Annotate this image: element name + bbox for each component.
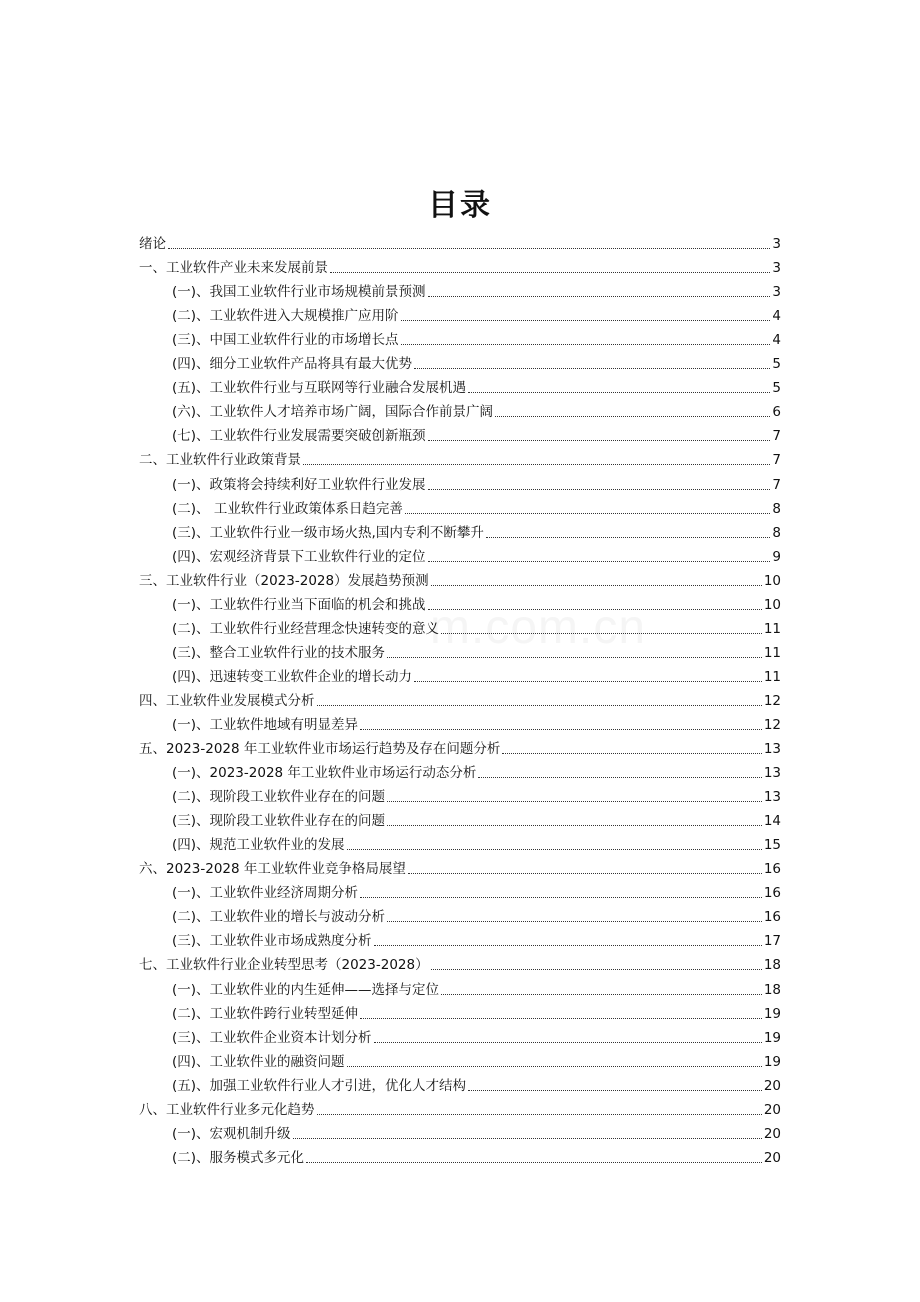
toc-dot-leader: [360, 1018, 762, 1019]
toc-dot-leader: [428, 609, 762, 610]
toc-entry-label: 四、工业软件业发展模式分析: [139, 692, 315, 709]
toc-entry-label: (四)、宏观经济背景下工业软件行业的定位: [172, 548, 426, 565]
toc-page-number: 7: [772, 452, 781, 469]
toc-entry[interactable]: [139, 903, 781, 927]
toc-page-number: 3: [772, 284, 781, 301]
toc-entry-label: 二、工业软件行业政策背景: [139, 452, 301, 469]
toc-dot-leader: [428, 296, 771, 297]
toc-dot-leader: [374, 1042, 762, 1043]
toc-entry[interactable]: [139, 1048, 781, 1072]
toc-dot-leader: [441, 994, 762, 995]
toc-dot-leader: [478, 777, 761, 778]
toc-entry-label: (四)、细分工业软件产品将具有最大优势: [172, 356, 413, 373]
toc-page-number: 19: [763, 1005, 781, 1022]
toc-entry-label: (一)、2023-2028 年工业软件业市场运行动态分析: [172, 765, 477, 782]
toc-dot-leader: [317, 705, 762, 706]
toc-page-number: 11: [763, 668, 781, 685]
toc-page-number: 3: [772, 236, 781, 253]
toc-entry[interactable]: [139, 374, 781, 398]
toc-entry-label: (四)、工业软件业的融资问题: [172, 1053, 345, 1070]
toc-dot-leader: [468, 392, 770, 393]
toc-entry-label: (七)、工业软件行业发展需要突破创新瓶颈: [172, 428, 426, 445]
toc-dot-leader: [347, 1066, 762, 1067]
toc-dot-leader: [360, 897, 762, 898]
toc-entry[interactable]: [139, 1120, 781, 1144]
toc-entry-label: (二)、 工业软件行业政策体系日趋完善: [172, 500, 403, 517]
toc-entry[interactable]: [139, 254, 781, 278]
toc-page-number: 8: [772, 500, 781, 517]
toc-entry[interactable]: [139, 470, 781, 494]
toc-entry[interactable]: [139, 591, 781, 615]
toc-entry[interactable]: [139, 975, 781, 999]
toc-entry-label: 七、工业软件行业企业转型思考（2023-2028）: [139, 957, 429, 974]
watermark: m.com.cn: [430, 601, 647, 654]
toc-entry[interactable]: [139, 302, 781, 326]
toc-entry[interactable]: [139, 639, 781, 663]
toc-dot-leader: [303, 464, 770, 465]
toc-dot-leader: [414, 368, 770, 369]
toc-page-number: 18: [763, 957, 781, 974]
toc-page-number: 20: [763, 1077, 781, 1094]
toc-title: 目录: [428, 188, 492, 223]
toc-entry-label: (一)、工业软件行业当下面临的机会和挑战: [172, 596, 426, 613]
toc-entry[interactable]: [139, 567, 781, 591]
toc-entry[interactable]: [139, 831, 781, 855]
toc-dot-leader: [468, 1090, 762, 1091]
toc-entry-label: (四)、迅速转变工业软件企业的增长动力: [172, 668, 413, 685]
toc-dot-leader: [387, 657, 762, 658]
toc-entry-label: 一、工业软件产业未来发展前景: [139, 260, 328, 277]
toc-entry-label: (三)、现阶段工业软件业存在的问题: [172, 813, 386, 830]
toc-entry-label: (二)、工业软件跨行业转型延伸: [172, 1005, 359, 1022]
toc-dot-leader: [317, 1114, 762, 1115]
toc-entry[interactable]: [139, 879, 781, 903]
toc-entry-label: (五)、工业软件行业与互联网等行业融合发展机遇: [172, 380, 467, 397]
toc-entry[interactable]: [139, 543, 781, 567]
toc-entry-label: 绪论: [139, 236, 166, 253]
toc-entry[interactable]: [139, 519, 781, 543]
toc-entry-label: (二)、服务模式多元化: [172, 1149, 305, 1166]
toc-dot-leader: [293, 1138, 762, 1139]
toc-entry-label: 三、工业软件行业（2023-2028）发展趋势预测: [139, 572, 429, 589]
toc-entry-label: (四)、规范工业软件业的发展: [172, 837, 345, 854]
toc-dot-leader: [387, 801, 762, 802]
toc-page-number: 14: [763, 813, 781, 830]
toc-entry[interactable]: [139, 278, 781, 302]
toc-page-number: 7: [772, 428, 781, 445]
toc-entry-label: (二)、现阶段工业软件业存在的问题: [172, 789, 386, 806]
toc-dot-leader: [387, 921, 762, 922]
toc-dot-leader: [374, 945, 762, 946]
toc-page-number: 13: [763, 741, 781, 758]
toc-entry-label: (三)、整合工业软件行业的技术服务: [172, 644, 386, 661]
toc-page-number: 10: [763, 572, 781, 589]
toc-entry[interactable]: [139, 1000, 781, 1024]
toc-entry-label: (一)、工业软件地域有明显差异: [172, 716, 359, 733]
toc-page-number: 13: [763, 789, 781, 806]
toc-dot-leader: [428, 440, 771, 441]
toc-entry-label: (三)、工业软件业市场成熟度分析: [172, 933, 372, 950]
toc-entry[interactable]: [139, 1024, 781, 1048]
toc-page-number: 16: [763, 909, 781, 926]
toc-entry-label: (三)、中国工业软件行业的市场增长点: [172, 332, 399, 349]
toc-page-number: 11: [763, 644, 781, 661]
toc-dot-leader: [431, 969, 762, 970]
toc-entry[interactable]: [139, 495, 781, 519]
toc-entry[interactable]: [139, 735, 781, 759]
toc-entry-label: (五)、加强工业软件行业人才引进，优化人才结构: [172, 1077, 467, 1094]
toc-dot-leader: [306, 1162, 762, 1163]
toc-dot-leader: [330, 272, 770, 273]
toc-entry[interactable]: [139, 807, 781, 831]
toc-entry-label: (三)、工业软件行业一级市场火热,国内专利不断攀升: [172, 524, 484, 541]
toc-entry-label: (二)、工业软件进入大规模推广应用阶: [172, 308, 399, 325]
toc-page-number: 11: [763, 620, 781, 637]
toc-dot-leader: [428, 561, 771, 562]
toc-entry-label: (三)、工业软件企业资本计划分析: [172, 1029, 372, 1046]
toc-entry[interactable]: [139, 855, 781, 879]
toc-entry[interactable]: [139, 687, 781, 711]
toc-entry-label: (一)、宏观机制升级: [172, 1125, 291, 1142]
toc-dot-leader: [168, 248, 770, 249]
toc-entry-label: (二)、工业软件业的增长与波动分析: [172, 909, 386, 926]
toc-page-number: 12: [763, 692, 781, 709]
toc-entry[interactable]: [139, 663, 781, 687]
toc-page-number: 20: [763, 1125, 781, 1142]
toc-dot-leader: [414, 681, 762, 682]
toc-dot-leader: [502, 753, 761, 754]
toc-entry-label: (一)、政策将会持续利好工业软件行业发展: [172, 476, 426, 493]
toc-entry[interactable]: [139, 230, 781, 254]
toc-entry[interactable]: [139, 1144, 781, 1168]
toc-dot-leader: [408, 873, 762, 874]
toc-dot-leader: [486, 537, 771, 538]
toc-entry[interactable]: [139, 422, 781, 446]
toc-dot-leader: [495, 416, 770, 417]
toc-entry[interactable]: [139, 783, 781, 807]
toc-entry[interactable]: [139, 951, 781, 975]
toc-page-number: 8: [772, 524, 781, 541]
toc-page-number: 18: [763, 981, 781, 998]
toc-page-number: 6: [772, 404, 781, 421]
toc-page-number: 16: [763, 861, 781, 878]
toc-entry-label: 五、2023-2028 年工业软件业市场运行趋势及存在问题分析: [139, 741, 501, 758]
toc-dot-leader: [441, 633, 762, 634]
toc-page-number: 13: [763, 765, 781, 782]
toc-entry-label: (一)、工业软件业的内生延伸——选择与定位: [172, 981, 440, 998]
toc-entry[interactable]: [139, 759, 781, 783]
toc-page-number: 3: [772, 260, 781, 277]
toc-page-number: 19: [763, 1029, 781, 1046]
toc-entry[interactable]: [139, 446, 781, 470]
toc-page-number: 10: [763, 596, 781, 613]
toc-page-number: 20: [763, 1149, 781, 1166]
toc-entry[interactable]: [139, 1072, 781, 1096]
toc-page-number: 4: [772, 332, 781, 349]
toc-entry[interactable]: [139, 615, 781, 639]
toc-dot-leader: [428, 489, 771, 490]
toc-dot-leader: [431, 585, 762, 586]
toc-dot-leader: [405, 513, 771, 514]
toc-page-number: 12: [763, 716, 781, 733]
toc-page-number: 19: [763, 1053, 781, 1070]
toc-page-number: 4: [772, 308, 781, 325]
toc-entry[interactable]: [139, 1096, 781, 1120]
toc-page-number: 9: [772, 548, 781, 565]
toc-dot-leader: [401, 320, 771, 321]
toc-entry[interactable]: [139, 350, 781, 374]
toc-page-number: 20: [763, 1101, 781, 1118]
toc-dot-leader: [387, 825, 762, 826]
toc-entry-label: (二)、工业软件行业经营理念快速转变的意义: [172, 620, 440, 637]
toc-page-number: 16: [763, 885, 781, 902]
toc-entry-label: (一)、工业软件业经济周期分析: [172, 885, 359, 902]
toc-page-number: 5: [772, 356, 781, 373]
toc-page-number: 7: [772, 476, 781, 493]
toc-list: [139, 230, 781, 1168]
toc-entry[interactable]: [139, 711, 781, 735]
toc-page-number: 15: [763, 837, 781, 854]
toc-page-number: 5: [772, 380, 781, 397]
toc-dot-leader: [347, 849, 762, 850]
toc-entry-label: 六、2023-2028 年工业软件业竞争格局展望: [139, 861, 406, 878]
toc-entry-label: (六)、工业软件人才培养市场广阔，国际合作前景广阔: [172, 404, 494, 421]
toc-entry[interactable]: [139, 326, 781, 350]
toc-dot-leader: [360, 729, 762, 730]
toc-dot-leader: [401, 344, 771, 345]
toc-page-number: 17: [763, 933, 781, 950]
toc-entry-label: 八、工业软件行业多元化趋势: [139, 1101, 315, 1118]
toc-entry[interactable]: [139, 398, 781, 422]
toc-entry[interactable]: [139, 927, 781, 951]
toc-entry-label: (一)、我国工业软件行业市场规模前景预测: [172, 284, 426, 301]
